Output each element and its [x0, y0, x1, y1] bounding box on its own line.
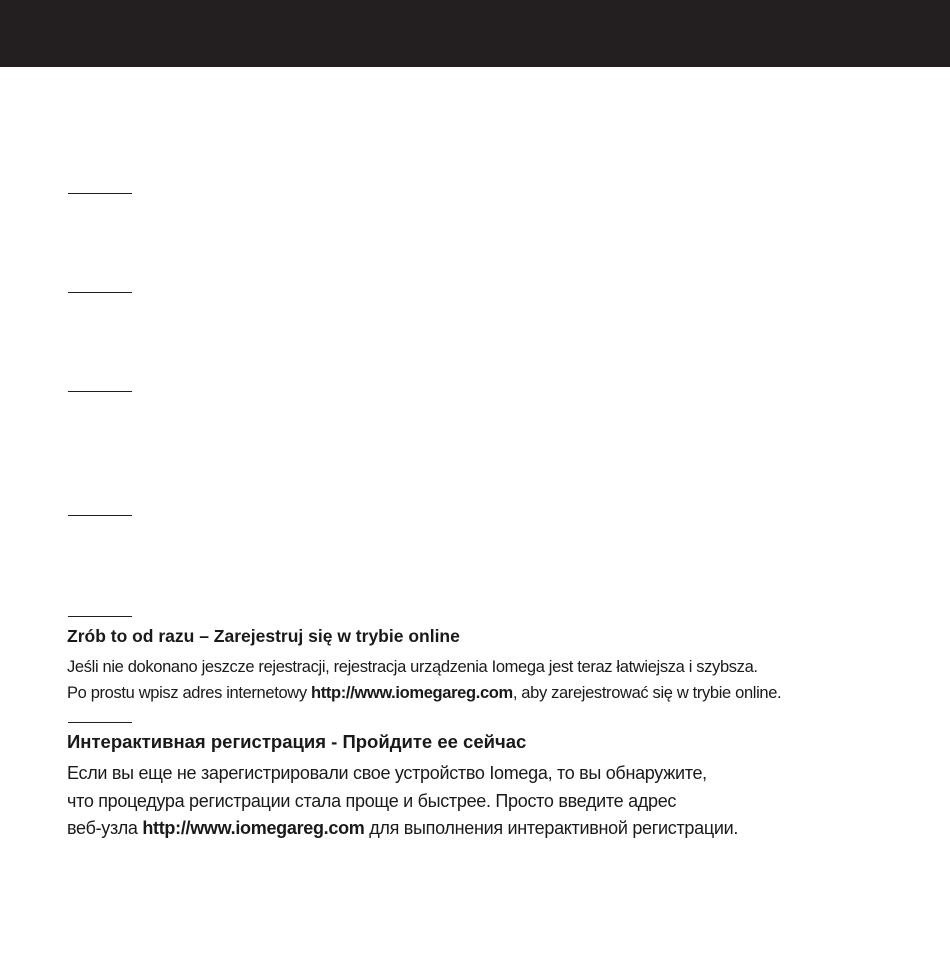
- top-banner: [0, 0, 950, 67]
- section-rule-russian: [68, 722, 132, 723]
- polish-heading: Zrób to od razu – Zarejestruj się w trybie online: [67, 626, 460, 646]
- russian-line-3-start: веб-узла: [67, 818, 143, 838]
- polish-line-2: [67, 680, 937, 706]
- section-rule: [68, 391, 132, 392]
- polish-line-2-end: , aby zarejestrować się w trybie online.: [512, 684, 782, 702]
- russian-line-3-end: для выполнения интерактивной регистрации.: [364, 818, 739, 838]
- russian-line-1: Если вы еще не зарегистрировали свое устройство Iomega, то вы обнаружите,: [67, 763, 707, 783]
- russian-heading: Интерактивная регистрация - Пройдите ее сейчас: [67, 731, 527, 752]
- polish-registration-section: [67, 625, 937, 706]
- polish-registration-link[interactable]: http://www.iomegareg.com: [310, 684, 513, 702]
- section-rule-polish: [68, 616, 132, 617]
- section-rule: [68, 292, 132, 293]
- russian-line-2: что процедура регистрации стала проще и быстрее. Просто введите адрес: [67, 790, 677, 811]
- russian-registration-link[interactable]: http://www.iomegareg.com: [142, 818, 365, 838]
- section-rule: [68, 515, 132, 516]
- polish-line-1: Jeśli nie dokonano jeszcze rejestracji, rejestracja urządzenia Iomega jest teraz łatwiejsza i szybsza.: [67, 658, 758, 676]
- russian-line-3: [67, 815, 937, 843]
- polish-line-2-start: Po prostu wpisz adres internetowy: [67, 684, 311, 702]
- section-rule: [68, 193, 132, 194]
- russian-registration-section: [67, 730, 937, 843]
